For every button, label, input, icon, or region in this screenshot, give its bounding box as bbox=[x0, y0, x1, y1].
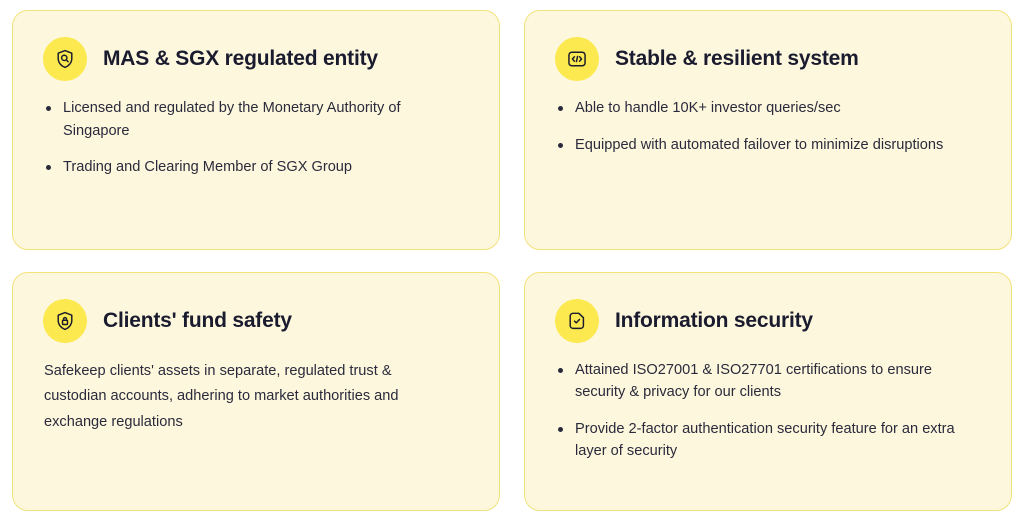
card-title: Stable & resilient system bbox=[615, 47, 859, 71]
feature-card-clients-fund-safety bbox=[12, 272, 500, 512]
card-header bbox=[43, 299, 469, 343]
list-item: Attained ISO27001 & ISO27701 certifications to ensure security & privacy for our clients bbox=[555, 359, 981, 404]
list-item: Trading and Clearing Member of SGX Group bbox=[43, 156, 469, 179]
feature-card-information-security bbox=[524, 272, 1012, 512]
feature-card-stable-resilient-system bbox=[524, 10, 1012, 250]
shield-search-icon bbox=[43, 37, 87, 81]
card-title: Information security bbox=[615, 308, 813, 332]
card-header bbox=[43, 37, 469, 81]
card-paragraph: Safekeep clients' assets in separate, regulated trust & custodian accounts, adhering to market authorities and exchange regulations bbox=[44, 362, 399, 430]
card-bullet-list bbox=[555, 97, 981, 156]
card-bullet-list bbox=[43, 97, 469, 179]
list-item: Able to handle 10K+ investor queries/sec bbox=[555, 97, 981, 120]
card-title: Clients' fund safety bbox=[103, 308, 292, 332]
card-bullet-list bbox=[555, 359, 981, 463]
list-item: Licensed and regulated by the Monetary Authority of Singapore bbox=[43, 97, 469, 142]
code-brackets-icon bbox=[555, 37, 599, 81]
card-header bbox=[555, 37, 981, 81]
shield-lock-icon bbox=[43, 299, 87, 343]
card-body bbox=[555, 97, 981, 227]
card-title: MAS & SGX regulated entity bbox=[103, 47, 378, 71]
feature-card-mas-sgx-regulated-entity bbox=[12, 10, 500, 250]
list-item: Provide 2-factor authentication security feature for an extra layer of security bbox=[555, 418, 981, 463]
card-body bbox=[555, 359, 981, 489]
card-header bbox=[555, 299, 981, 343]
list-item: Equipped with automated failover to minimize disruptions bbox=[555, 134, 981, 157]
shield-check-document-icon bbox=[555, 299, 599, 343]
card-body bbox=[43, 359, 469, 489]
card-body bbox=[43, 97, 469, 227]
